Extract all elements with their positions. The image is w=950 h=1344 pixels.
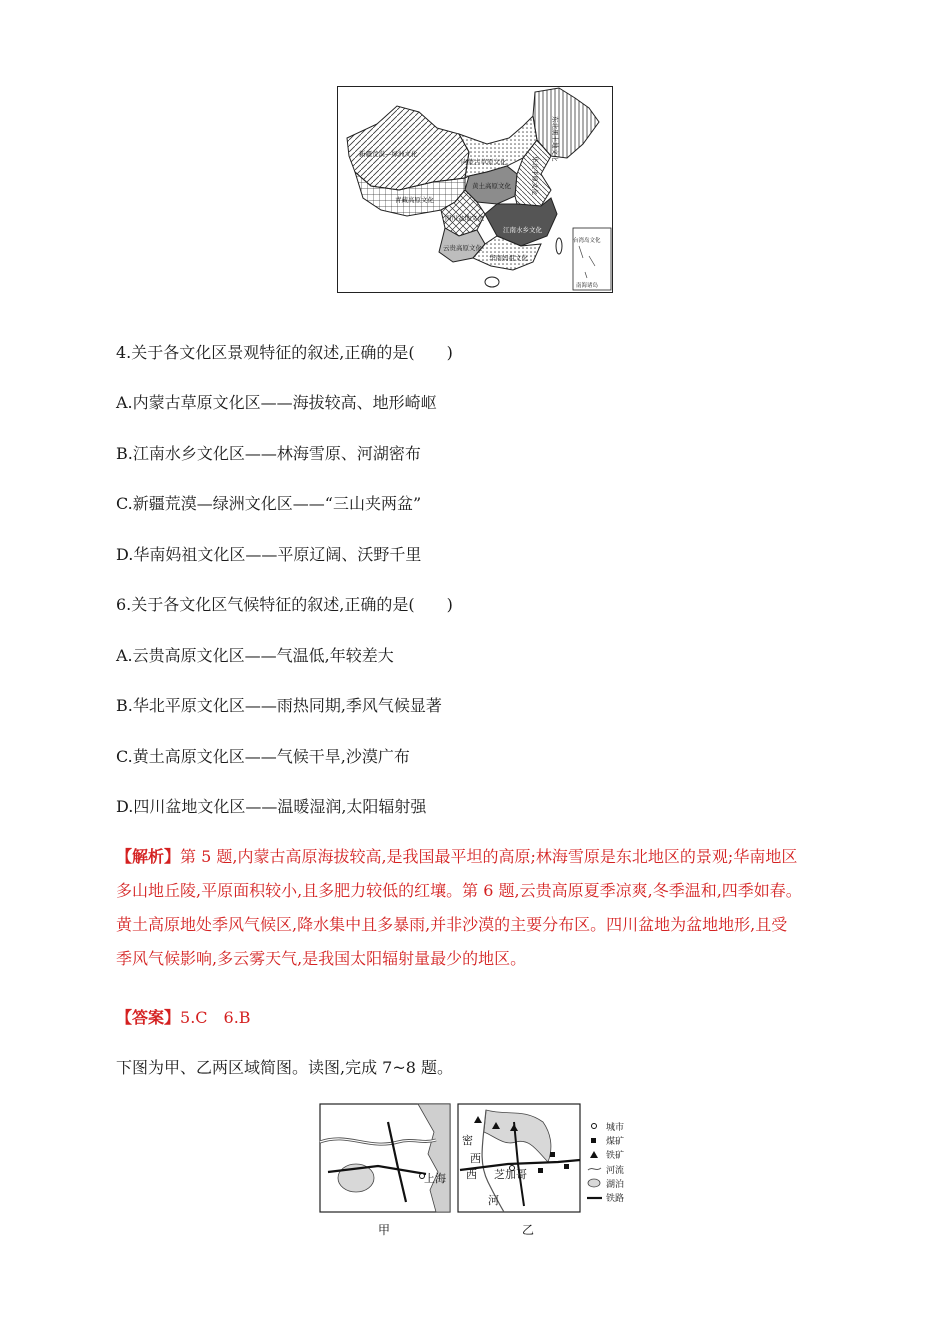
label-tibet: 青藏高原文化 (395, 196, 434, 204)
question-6-option-a: A.云贵高原文化区——气温低,年较差大 (116, 646, 394, 665)
label-river-char-4: 河 (488, 1194, 499, 1207)
intro-text: 下图为甲、乙两区域简图。读图,完成 7~8 题。 (116, 1058, 454, 1077)
analysis-block (116, 840, 846, 976)
legend-coal: 煤矿 (606, 1137, 625, 1147)
label-south-china-sea: 南海诸岛 (576, 283, 599, 289)
legend-lake: 湖泊 (606, 1180, 625, 1190)
label-north-china: 华北平原文化 (531, 156, 539, 195)
question-5-option-d: D.华南妈祖文化区——平原辽阔、沃野千里 (116, 545, 422, 564)
analysis-line: 第 5 题,内蒙古高原海拔较高,是我国最平坦的高原;林海雪原是东北地区的景观;华南地区 (180, 847, 798, 866)
question-5-option-b: B.江南水乡文化区——林海雪原、河湖密布 (116, 444, 421, 463)
caption-jia: 甲 (378, 1223, 391, 1237)
label-yungui: 云贵高原文化 (443, 244, 482, 252)
legend-city: 城市 (606, 1123, 625, 1133)
analysis-tag: 【解析】 (116, 847, 181, 866)
answer-tag: 【答案】 (116, 1008, 181, 1027)
label-jiangnan: 江南水乡文化 (503, 226, 542, 234)
answer-text: 5.C 6.B (180, 1008, 251, 1027)
region-maps (318, 1102, 638, 1242)
question-5-option-a: A.内蒙古草原文化区——海拔较高、地形崎岖 (116, 393, 437, 412)
caption-yi: 乙 (522, 1223, 535, 1237)
question-6-option-d: D.四川盆地文化区——温暖湿润,太阳辐射强 (116, 797, 427, 816)
analysis-line: 多山地丘陵,平原面积较小,且多肥力较低的红壤。第 6 题,云贵高原夏季凉爽,冬季温和,四季如春。 (116, 881, 802, 900)
legend-railway: 铁路 (606, 1194, 625, 1204)
label-river-char-3: 西 (466, 1168, 477, 1181)
china-culture-map (337, 86, 613, 293)
question-6-option-b: B.华北平原文化区——雨热同期,季风气候显著 (116, 696, 442, 715)
legend-river: 河流 (606, 1166, 625, 1176)
label-xinjiang: 新疆荒漠—绿洲文化 (359, 150, 418, 158)
question-5-stem: 4.关于各文化区景观特征的叙述,正确的是( ) (116, 343, 453, 362)
label-huanan: 华南妈祖文化 (489, 254, 528, 262)
answer-line (116, 1008, 251, 1028)
question-6-stem: 6.关于各文化区气候特征的叙述,正确的是( ) (116, 595, 453, 614)
label-river-char-1: 密 (462, 1134, 473, 1147)
analysis-line: 黄土高原地处季风气候区,降水集中且多暴雨,并非沙漠的主要分布区。四川盆地为盆地地形,且受 (116, 915, 788, 934)
label-chicago: 芝加哥 (494, 1168, 527, 1181)
label-river-char-2: 西 (470, 1152, 481, 1165)
label-inner-mongolia: 内蒙古草原文化 (461, 158, 507, 166)
question-6-option-c: C.黄土高原文化区——气候干旱,沙漠广布 (116, 747, 410, 766)
analysis-line: 季风气候影响,多云雾天气,是我国太阳辐射量最少的地区。 (116, 949, 527, 968)
label-northeast: 东北黑土地文化 (551, 116, 559, 162)
label-taiwan: 台湾岛文化 (573, 238, 601, 244)
label-shanghai: 上海 (424, 1172, 446, 1185)
legend-iron: 铁矿 (606, 1151, 625, 1161)
question-5-option-c: C.新疆荒漠—绿洲文化区——“三山夹两盆” (116, 494, 422, 513)
label-sichuan: 四川盆地文化 (445, 214, 484, 222)
label-loess: 黄土高原文化 (472, 182, 511, 190)
